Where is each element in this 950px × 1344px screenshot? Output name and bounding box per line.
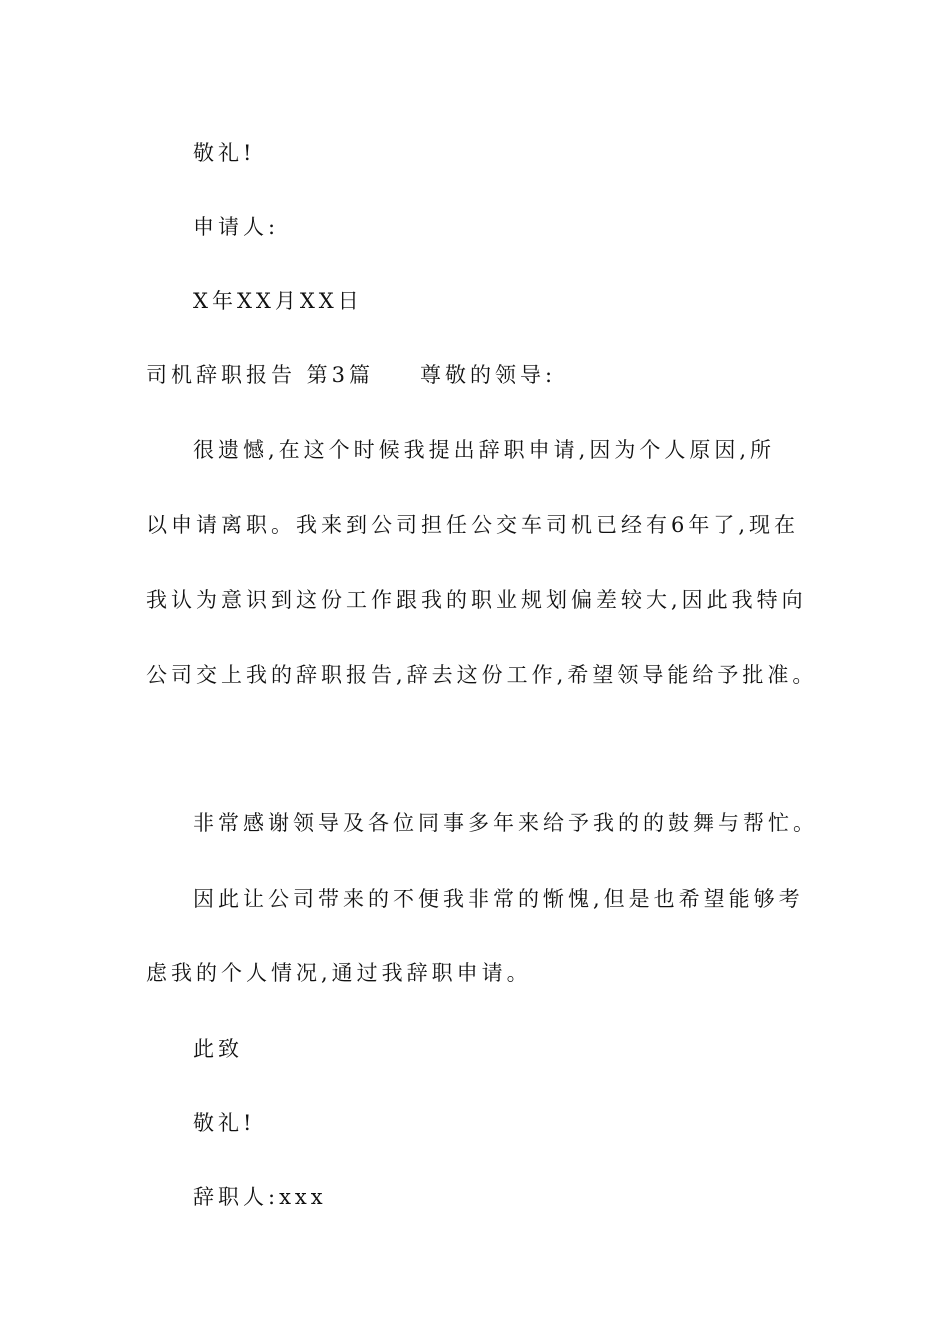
- date-line: X年XX月XX日: [193, 289, 363, 313]
- paragraph-3-line-2: 虑我的个人情况,通过我辞职申请。: [146, 961, 532, 985]
- resigner-line: 辞职人:xxx: [193, 1185, 327, 1209]
- paragraph-2: 非常感谢领导及各位同事多年来给予我的的鼓舞与帮忙。: [193, 811, 818, 835]
- closing-phrase: 此致: [193, 1037, 243, 1061]
- paragraph-1-line-3: 我认为意识到这份工作跟我的职业规划偏差较大,因此我特向: [146, 588, 807, 612]
- paragraph-1-line-4: 公司交上我的辞职报告,辞去这份工作,希望领导能给予批准。: [146, 663, 818, 687]
- section-heading: 司机辞职报告 第3篇: [146, 363, 375, 387]
- heading-line: [146, 360, 556, 390]
- salutation: 尊敬的领导:: [420, 363, 557, 387]
- closing-salute-bottom: 敬礼!: [193, 1111, 256, 1135]
- applicant-label: 申请人:: [193, 215, 280, 239]
- paragraph-3-line-1: 因此让公司带来的不便我非常的惭愧,但是也希望能够考: [193, 887, 804, 911]
- closing-salute-top: 敬礼!: [193, 141, 256, 165]
- paragraph-1-line-2: 以申请离职。我来到公司担任公交车司机已经有6年了,现在: [146, 513, 800, 537]
- paragraph-1-line-1: 很遗憾,在这个时候我提出辞职申请,因为个人原因,所: [193, 438, 776, 462]
